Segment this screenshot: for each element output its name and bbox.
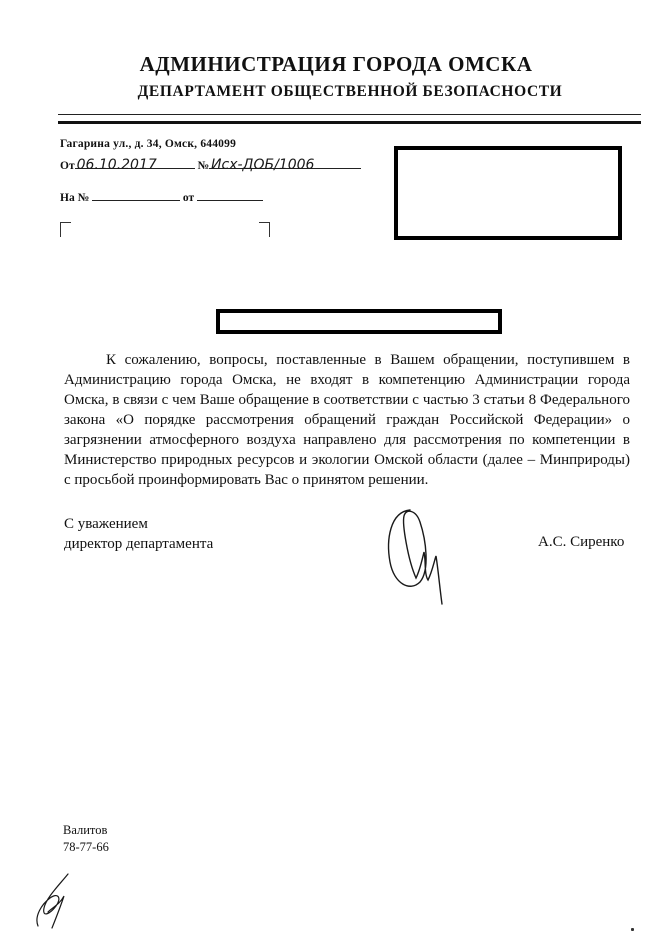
signer-name: А.С. Сиренко [538, 534, 625, 550]
corner-bracket-left [60, 222, 71, 237]
reply-from-label: от [182, 192, 195, 204]
number-value: Исх-ДОБ/1006 [209, 157, 361, 169]
header-divider-thick [58, 121, 641, 124]
reply-number-blank [92, 189, 180, 201]
initials-mark [30, 868, 80, 932]
executor-name: Валитов [63, 823, 108, 837]
number-label: № [197, 160, 210, 172]
regards-text: С уважением [64, 516, 148, 532]
date-value: 06.10.2017 [75, 157, 195, 169]
department-title: ДЕПАРТАМЕНТ ОБЩЕСТВЕННОЙ БЕЗОПАСНОСТИ [137, 83, 563, 100]
closing-block [64, 514, 213, 554]
header-divider-thin [58, 114, 641, 115]
executor-phone: 78-77-66 [63, 840, 109, 854]
redacted-recipient-box [394, 146, 622, 240]
reply-number-label: На № [60, 192, 90, 204]
reply-row [60, 189, 263, 204]
director-signature [380, 500, 460, 610]
date-number-row [60, 157, 361, 172]
signer-position: директор департамента [64, 536, 214, 552]
date-label: От [60, 160, 75, 172]
sender-address: Гагарина ул., д. 34, Омск, 644099 [60, 138, 237, 150]
organization-title: АДМИНИСТРАЦИЯ ГОРОДА ОМСКА [139, 52, 533, 76]
redacted-salutation-bar [216, 309, 502, 334]
executor-block [63, 822, 109, 856]
page-mark [631, 928, 634, 931]
reply-date-blank [197, 189, 263, 201]
letter-body: К сожалению, вопросы, поставленные в Вашем обращении, поступившем в Администрацию города Омска, не входят в компетенцию Администрации города Омска, в связи с чем Ваше обращение в соответствии с частью 3 статьи 8 Федерального закона «О порядке рассмотрения обращений граждан Российской Федерации» о загрязнении атмосферного воздуха направлено для рассмотрения по компетенции в Министерство природных ресурсов и экологии Омской области (далее – Минприроды) с просьбой проинформировать Вас о принятом решении. [64, 352, 630, 488]
corner-bracket-right [259, 222, 270, 237]
